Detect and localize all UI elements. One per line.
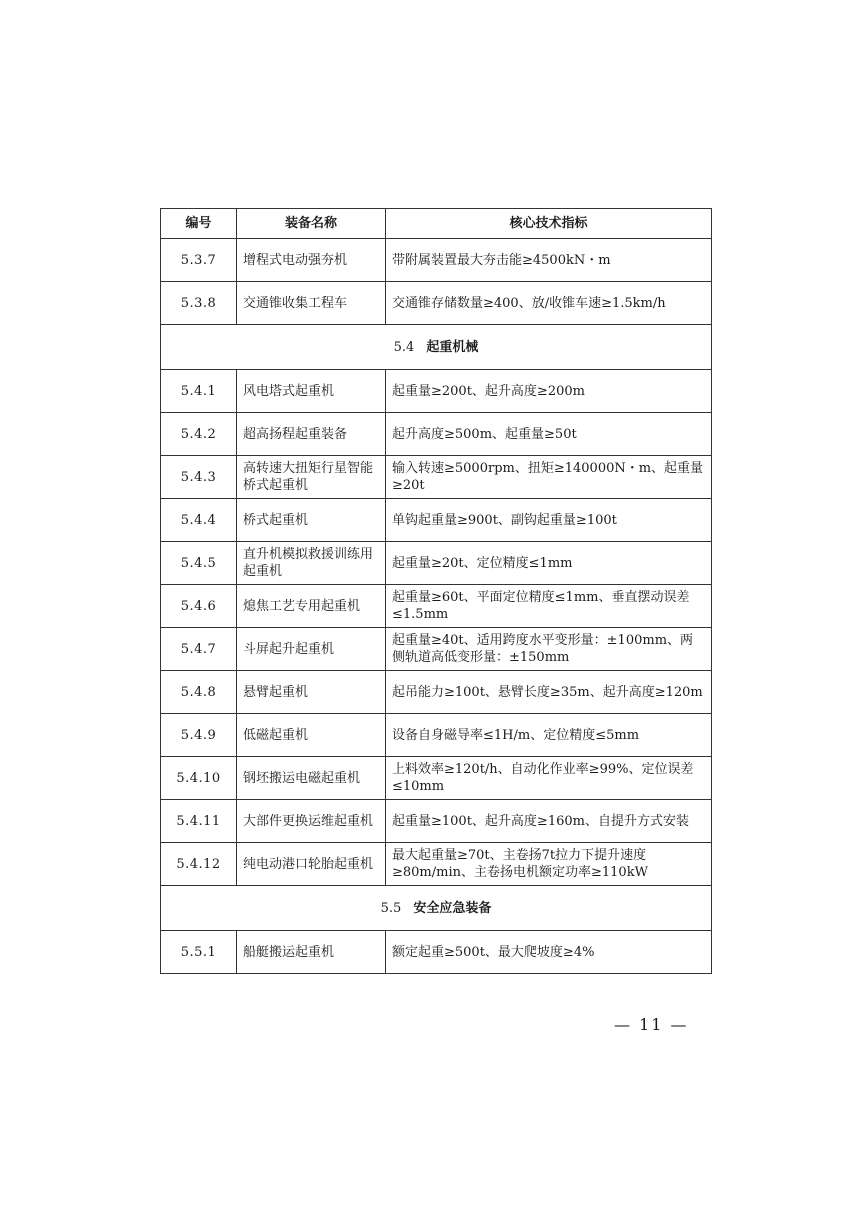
- equipment-name: 交通锥收集工程车: [237, 282, 386, 325]
- section-number: 5.5: [380, 900, 402, 916]
- equipment-name: 斗屏起升起重机: [237, 628, 386, 671]
- header-number: 编号: [161, 209, 237, 239]
- core-spec: 起重量≥20t、定位精度≤1mm: [386, 542, 712, 585]
- equipment-name: 低磁起重机: [237, 714, 386, 757]
- table-row: [161, 542, 712, 585]
- table-row: [161, 800, 712, 843]
- item-number: 5.4.9: [161, 714, 237, 757]
- core-spec: 起重量≥100t、起升高度≥160m、自提升方式安装: [386, 800, 712, 843]
- equipment-name: 纯电动港口轮胎起重机: [237, 843, 386, 886]
- core-spec: 最大起重量≥70t、主卷扬7t拉力下提升速度≥80m/min、主卷扬电机额定功率≥110kW: [386, 843, 712, 886]
- item-number: 5.3.7: [161, 239, 237, 282]
- section-row: [161, 886, 712, 931]
- table-header-row: [161, 209, 712, 239]
- equipment-name: 熄焦工艺专用起重机: [237, 585, 386, 628]
- core-spec: 设备自身磁导率≤1H/m、定位精度≤5mm: [386, 714, 712, 757]
- table-row: [161, 370, 712, 413]
- item-number: 5.4.6: [161, 585, 237, 628]
- equipment-name: 直升机模拟救援训练用起重机: [237, 542, 386, 585]
- equipment-name: 超高扬程起重装备: [237, 413, 386, 456]
- table-row: [161, 628, 712, 671]
- item-number: 5.4.8: [161, 671, 237, 714]
- core-spec: 额定起重≥500t、最大爬坡度≥4%: [386, 931, 712, 974]
- item-number: 5.4.4: [161, 499, 237, 542]
- item-number: 5.4.11: [161, 800, 237, 843]
- header-equipment-name: 装备名称: [237, 209, 386, 239]
- core-spec: 带附属装置最大夯击能≥4500kN・m: [386, 239, 712, 282]
- core-spec: 单钩起重量≥900t、副钩起重量≥100t: [386, 499, 712, 542]
- equipment-name: 高转速大扭矩行星智能桥式起重机: [237, 456, 386, 499]
- section-heading: [161, 325, 712, 370]
- core-spec: 上料效率≥120t/h、自动化作业率≥99%、定位误差≤10mm: [386, 757, 712, 800]
- equipment-table: [160, 208, 712, 974]
- table-row: [161, 671, 712, 714]
- equipment-name: 风电塔式起重机: [237, 370, 386, 413]
- section-row: [161, 325, 712, 370]
- item-number: 5.5.1: [161, 931, 237, 974]
- table-row: [161, 585, 712, 628]
- table-row: [161, 499, 712, 542]
- table-row: [161, 456, 712, 499]
- equipment-name: 船艇搬运起重机: [237, 931, 386, 974]
- section-heading: [161, 886, 712, 931]
- table-row: [161, 931, 712, 974]
- table-row: [161, 843, 712, 886]
- equipment-name: 大部件更换运维起重机: [237, 800, 386, 843]
- table-row: [161, 239, 712, 282]
- core-spec: 起重量≥60t、平面定位精度≤1mm、垂直摆动误差≤1.5mm: [386, 585, 712, 628]
- equipment-name: 增程式电动强夯机: [237, 239, 386, 282]
- item-number: 5.4.3: [161, 456, 237, 499]
- item-number: 5.4.7: [161, 628, 237, 671]
- table-row: [161, 282, 712, 325]
- item-number: 5.4.1: [161, 370, 237, 413]
- equipment-name: 桥式起重机: [237, 499, 386, 542]
- item-number: 5.4.2: [161, 413, 237, 456]
- section-title: 起重机械: [426, 339, 479, 355]
- table-body: [161, 239, 712, 974]
- core-spec: 交通锥存储数量≥400、放/收锥车速≥1.5km/h: [386, 282, 712, 325]
- core-spec: 起升高度≥500m、起重量≥50t: [386, 413, 712, 456]
- item-number: 5.4.12: [161, 843, 237, 886]
- table-row: [161, 413, 712, 456]
- core-spec: 起重量≥40t、适用跨度水平变形量：±100mm、两侧轨道高低变形量：±150mm: [386, 628, 712, 671]
- equipment-name: 钢坯搬运电磁起重机: [237, 757, 386, 800]
- section-number: 5.4: [393, 339, 415, 355]
- core-spec: 起重量≥200t、起升高度≥200m: [386, 370, 712, 413]
- item-number: 5.4.5: [161, 542, 237, 585]
- core-spec: 输入转速≥5000rpm、扭矩≥140000N・m、起重量≥20t: [386, 456, 712, 499]
- core-spec: 起吊能力≥100t、悬臂长度≥35m、起升高度≥120m: [386, 671, 712, 714]
- table-row: [161, 757, 712, 800]
- equipment-name: 悬臂起重机: [237, 671, 386, 714]
- table-row: [161, 714, 712, 757]
- header-core-spec: 核心技术指标: [386, 209, 712, 239]
- section-title: 安全应急装备: [413, 900, 492, 916]
- page-number: — 11 —: [614, 1015, 689, 1034]
- item-number: 5.4.10: [161, 757, 237, 800]
- item-number: 5.3.8: [161, 282, 237, 325]
